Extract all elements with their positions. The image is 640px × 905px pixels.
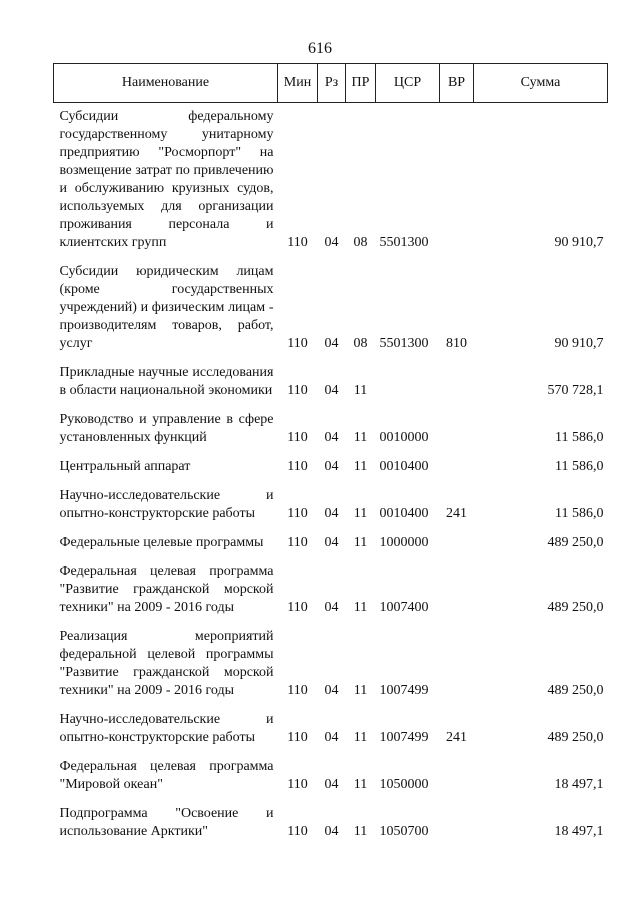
row-vr: [440, 359, 474, 406]
table-row: [54, 482, 608, 529]
column-header-min: Мин: [278, 64, 318, 103]
row-sum: 11 586,0: [555, 430, 604, 445]
row-rz: 04: [324, 235, 339, 250]
row-sum: 90 910,7: [554, 336, 604, 351]
row-csr: 1050700: [379, 824, 429, 839]
table-row: [54, 406, 608, 453]
row-min: 110: [287, 459, 308, 474]
row-min: 110: [287, 535, 308, 550]
table-row: [54, 529, 608, 558]
row-csr: [376, 359, 440, 406]
table-row: [54, 258, 608, 359]
row-csr: 0010400: [379, 459, 429, 474]
row-rz: 04: [324, 683, 339, 698]
row-name: Субсидии федеральному государственному унитарному предприятию "Росморпорт" на возмещение затрат по привлечению и обслуживанию круизных судов, используемых для организации проживания персонала и клиентских групп: [59, 109, 274, 250]
table-row: [54, 753, 608, 800]
row-name: Федеральная целевая программа "Развитие гражданской морской техники" на 2009 - 2016 годы: [59, 564, 274, 615]
row-min: 110: [287, 383, 308, 398]
row-csr: 5501300: [379, 235, 429, 250]
row-csr: 0010400: [379, 506, 429, 521]
row-rz: 04: [324, 730, 339, 745]
row-pr: 11: [353, 535, 368, 550]
table-row: [54, 453, 608, 482]
table-row: [54, 800, 608, 847]
row-pr: 11: [353, 430, 368, 445]
row-sum: 11 586,0: [555, 459, 604, 474]
row-rz: 04: [324, 506, 339, 521]
row-name: Научно-исследовательские и опытно-конструкторские работы: [59, 488, 274, 521]
table-header-row: [54, 64, 608, 103]
row-pr: 11: [353, 506, 368, 521]
column-header-vr: ВР: [440, 64, 474, 103]
row-vr: [440, 558, 474, 623]
row-vr: 241: [446, 730, 467, 745]
row-min: 110: [287, 824, 308, 839]
row-rz: 04: [324, 383, 339, 398]
row-rz: 04: [324, 600, 339, 615]
row-sum: 570 728,1: [547, 383, 604, 398]
row-name: Федеральная целевая программа "Мировой океан": [59, 759, 274, 792]
table-row: [54, 558, 608, 623]
row-pr: 11: [353, 777, 368, 792]
row-csr: 0010000: [379, 430, 429, 445]
row-pr: 11: [353, 824, 368, 839]
row-csr: 1007400: [379, 600, 429, 615]
row-name: Реализация мероприятий федеральной целевой программы "Развитие гражданской морской техники" на 2009 - 2016 годы: [59, 629, 274, 698]
table-row: [54, 103, 608, 259]
row-min: 110: [287, 600, 308, 615]
column-header-rz: Рз: [318, 64, 346, 103]
column-header-sum: Сумма: [474, 64, 608, 103]
row-pr: 08: [353, 336, 368, 351]
row-sum: 489 250,0: [547, 535, 604, 550]
row-csr: 5501300: [379, 336, 429, 351]
row-vr: [440, 529, 474, 558]
row-vr: [440, 406, 474, 453]
row-vr: 810: [446, 336, 467, 351]
budget-table: [53, 63, 608, 847]
row-sum: 18 497,1: [554, 777, 604, 792]
row-sum: 489 250,0: [547, 600, 604, 615]
row-csr: 1000000: [379, 535, 429, 550]
row-name: Руководство и управление в сфере установленных функций: [59, 412, 274, 445]
row-sum: 11 586,0: [555, 506, 604, 521]
row-min: 110: [287, 777, 308, 792]
row-min: 110: [287, 506, 308, 521]
row-vr: [440, 753, 474, 800]
row-sum: 489 250,0: [547, 683, 604, 698]
row-vr: [440, 453, 474, 482]
row-sum: 18 497,1: [554, 824, 604, 839]
row-vr: [440, 103, 474, 259]
row-pr: 11: [353, 683, 368, 698]
row-min: 110: [287, 235, 308, 250]
row-min: 110: [287, 730, 308, 745]
column-header-name: Наименование: [54, 64, 278, 103]
row-min: 110: [287, 430, 308, 445]
row-name: Прикладные научные исследования в области национальной экономики: [59, 365, 274, 398]
column-header-pr: ПР: [346, 64, 376, 103]
row-csr: 1050000: [379, 777, 429, 792]
row-rz: 04: [324, 336, 339, 351]
row-rz: 04: [324, 777, 339, 792]
row-rz: 04: [324, 535, 339, 550]
row-rz: 04: [324, 459, 339, 474]
row-name: Центральный аппарат: [59, 459, 191, 474]
row-csr: 1007499: [379, 683, 429, 698]
row-pr: 08: [353, 235, 368, 250]
row-rz: 04: [324, 824, 339, 839]
row-vr: 241: [446, 506, 467, 521]
row-pr: 11: [353, 730, 368, 745]
table-row: [54, 706, 608, 753]
row-vr: [440, 623, 474, 706]
row-pr: 11: [353, 459, 368, 474]
row-vr: [440, 800, 474, 847]
table-row: [54, 623, 608, 706]
row-name: Подпрограмма "Освоение и использование Арктики": [59, 806, 274, 839]
row-sum: 90 910,7: [554, 235, 604, 250]
row-sum: 489 250,0: [547, 730, 604, 745]
row-name: Федеральные целевые программы: [59, 535, 264, 550]
row-rz: 04: [324, 430, 339, 445]
page-number: 616: [308, 40, 332, 57]
row-pr: 11: [353, 383, 368, 398]
row-name: Научно-исследовательские и опытно-конструкторские работы: [59, 712, 274, 745]
row-min: 110: [287, 683, 308, 698]
table-row: [54, 359, 608, 406]
row-pr: 11: [353, 600, 368, 615]
row-csr: 1007499: [379, 730, 429, 745]
row-min: 110: [287, 336, 308, 351]
row-name: Субсидии юридическим лицам (кроме государственных учреждений) и физическим лицам - производителям товаров, работ, услуг: [59, 264, 274, 351]
column-header-csr: ЦСР: [376, 64, 440, 103]
